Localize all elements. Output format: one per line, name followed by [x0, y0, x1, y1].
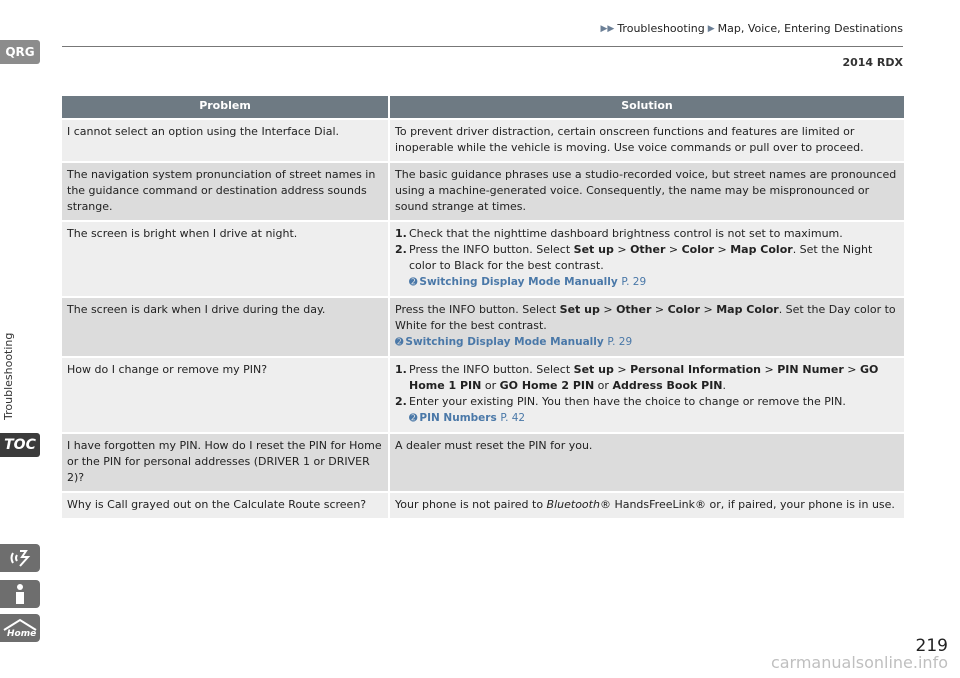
step-text: Enter your existing PIN. You then have the choice to change or remove the PIN.	[409, 395, 846, 408]
solution-cell: The basic guidance phrases use a studio-recorded voice, but street names are pronounced using a machine-generated voice. Consequently, the name may be mispronounced or sound strange at times.	[390, 163, 904, 220]
info-button[interactable]	[0, 580, 40, 608]
table-header-row	[62, 96, 904, 118]
table-row	[62, 432, 904, 491]
step-text: Check that the nighttime dashboard brightness control is not set to maximum.	[409, 227, 843, 240]
reference-arrow-icon: ➋	[395, 337, 404, 348]
step-number: 1.	[395, 227, 407, 240]
solution-step	[395, 242, 899, 274]
column-header-problem: Problem	[62, 96, 390, 118]
problem-cell: I cannot select an option using the Interface Dial.	[62, 120, 390, 161]
table-row	[62, 491, 904, 518]
solution-cell	[390, 358, 904, 432]
toc-tab[interactable]: TOC	[0, 433, 40, 457]
table-row	[62, 118, 904, 161]
voice-command-button[interactable]	[0, 544, 40, 572]
svg-text:Home: Home	[7, 629, 37, 638]
table-row	[62, 220, 904, 296]
reference-link[interactable]: Switching Display Mode Manually P. 29	[405, 336, 633, 348]
table-row	[62, 161, 904, 220]
solution-step	[395, 362, 899, 394]
step-text: Press the INFO button. Select Set up > Other > Color > Map Color. Set the Night color to Black for the best contrast.	[409, 243, 873, 272]
reference-link[interactable]: Switching Display Mode Manually P. 29	[419, 276, 647, 288]
problem-cell: The screen is dark when I drive during the day.	[62, 298, 390, 356]
solution-cell: A dealer must reset the PIN for you.	[390, 434, 904, 491]
model-tag: 2014 RDX	[842, 56, 903, 69]
column-header-solution: Solution	[390, 96, 904, 118]
step-number: 1.	[395, 363, 407, 376]
reference-arrow-icon: ➋	[409, 413, 418, 424]
problem-cell: How do I change or remove my PIN?	[62, 358, 390, 432]
cross-reference[interactable]	[395, 334, 899, 351]
solution-step	[395, 226, 899, 242]
voice-command-icon	[7, 547, 33, 569]
step-number: 2.	[395, 395, 407, 408]
reference-link[interactable]: PIN Numbers P. 42	[419, 412, 526, 424]
solution-cell	[390, 222, 904, 296]
breadcrumb-section[interactable]: Troubleshooting	[617, 22, 705, 35]
reference-arrow-icon: ➋	[409, 277, 418, 288]
step-text: Press the INFO button. Select Set up > Personal Information > PIN Numer > GO Home 1 PIN or GO Home 2 PIN or Address Book PIN.	[409, 363, 879, 392]
home-icon	[2, 618, 38, 638]
home-button[interactable]	[0, 614, 40, 642]
section-label: Troubleshooting	[2, 332, 15, 420]
troubleshooting-table	[62, 96, 904, 518]
solution-step	[395, 394, 899, 410]
problem-cell: The navigation system pronunciation of street names in the guidance command or destination address sounds strange.	[62, 163, 390, 220]
info-icon	[13, 583, 27, 605]
solution-text: Press the INFO button. Select Set up > Other > Color > Map Color. Set the Day color to White for the best contrast.	[395, 303, 896, 332]
problem-cell: The screen is bright when I drive at night.	[62, 222, 390, 296]
crumb-arrow-icon: ▶	[707, 23, 715, 34]
problem-cell: Why is Call grayed out on the Calculate Route screen?	[62, 493, 390, 518]
cross-reference[interactable]	[395, 410, 899, 427]
problem-cell: I have forgotten my PIN. How do I reset the PIN for Home or the PIN for personal addresses (DRIVER 1 or DRIVER 2)?	[62, 434, 390, 491]
qrg-tab[interactable]: QRG	[0, 40, 40, 64]
watermark: carmanualsonline.info	[770, 653, 948, 672]
solution-cell: To prevent driver distraction, certain onscreen functions and features are limited or inoperable while the vehicle is moving. Use voice commands or pull over to proceed.	[390, 120, 904, 161]
step-number: 2.	[395, 243, 407, 256]
solution-cell: Your phone is not paired to Bluetooth® HandsFreeLink® or, if paired, your phone is in use.	[390, 493, 904, 518]
breadcrumb	[600, 22, 903, 35]
table-row	[62, 296, 904, 356]
cross-reference[interactable]	[395, 274, 899, 291]
solution-cell	[390, 298, 904, 356]
page-number: 219	[915, 636, 948, 656]
crumb-arrow-icon: ▶▶	[600, 23, 615, 34]
breadcrumb-topic: Map, Voice, Entering Destinations	[717, 22, 903, 35]
header-divider	[62, 46, 903, 47]
table-row	[62, 356, 904, 432]
